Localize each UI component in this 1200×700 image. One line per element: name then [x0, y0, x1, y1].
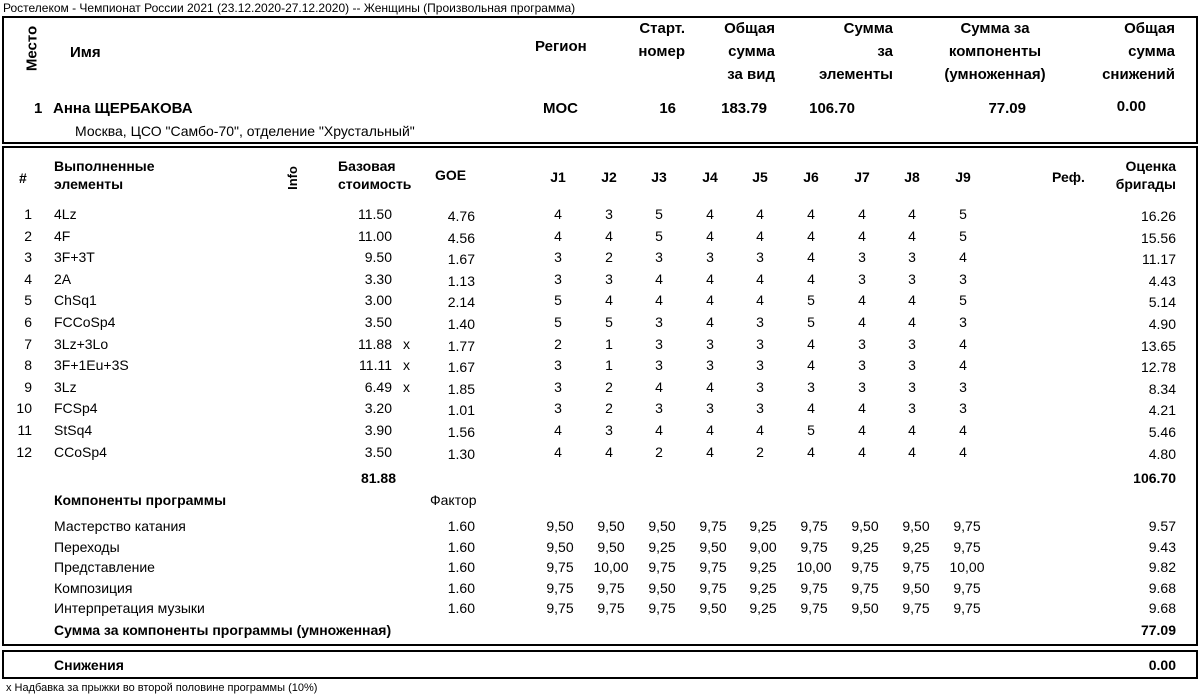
element-base-value: 11.00	[358, 228, 392, 244]
element-panel-score: 11.17	[1142, 251, 1176, 267]
judge-score: 3	[756, 249, 764, 265]
component-judge-score: 9,25	[902, 539, 930, 555]
judge-score: 4	[756, 228, 764, 244]
element-panel-score: 4.43	[1148, 273, 1176, 289]
judge-score: 3	[858, 357, 866, 373]
element-base-value: 3.20	[364, 400, 392, 416]
element-number: 9	[24, 379, 32, 395]
skater-region: МОС	[543, 100, 578, 117]
judge-score: 5	[959, 228, 967, 244]
element-goe: 1.01	[447, 402, 475, 418]
element-number: 12	[16, 444, 32, 460]
components-title: Компоненты программы	[54, 492, 227, 508]
judge-score: 5	[554, 314, 562, 330]
judge-score: 4	[807, 228, 815, 244]
element-base-value: 6.49	[364, 379, 392, 395]
judge-score: 4	[858, 314, 866, 330]
skater-elements-score: 106.70	[809, 100, 855, 117]
skater-start-number: 16	[659, 100, 676, 117]
element-base-value: 11.50	[358, 206, 392, 222]
component-judge-score: 9,75	[648, 559, 676, 575]
element-goe: 2.14	[447, 294, 475, 310]
judge-score: 5	[807, 422, 815, 438]
elements-num-header: #	[19, 170, 27, 186]
element-code: 4F	[54, 228, 71, 244]
judge-score: 5	[807, 314, 815, 330]
judge-score: 3	[655, 336, 663, 352]
component-judge-score: 9,25	[749, 580, 777, 596]
component-judge-score: 10,00	[949, 559, 985, 575]
judge-score: 4	[706, 206, 714, 222]
judge-score: 5	[959, 206, 967, 222]
skater-deductions: 0.00	[1116, 98, 1146, 115]
element-code: CCoSp4	[54, 444, 107, 460]
element-number: 3	[24, 249, 32, 265]
component-factor: 1.60	[447, 580, 475, 596]
judge-score: 3	[858, 336, 866, 352]
judge-score: 4	[807, 206, 815, 222]
element-number: 1	[24, 206, 32, 222]
skater-components-score: 77.09	[988, 100, 1026, 117]
component-score: 9.68	[1148, 600, 1176, 616]
judge-score: 4	[807, 400, 815, 416]
component-judge-score: 9,75	[546, 559, 574, 575]
element-number: 2	[24, 228, 32, 244]
skater-name: Анна ЩЕРБАКОВА	[53, 100, 193, 117]
component-judge-score: 9,75	[851, 559, 879, 575]
judge-score: 4	[655, 292, 663, 308]
element-base-value: 11.88	[358, 336, 392, 352]
judge-score: 3	[959, 400, 967, 416]
judge-header-8: J8	[904, 169, 920, 185]
element-goe: 4.56	[447, 230, 475, 246]
judge-score: 4	[706, 444, 714, 460]
component-judge-score: 9,75	[953, 600, 981, 616]
judge-score: 4	[858, 292, 866, 308]
judge-score: 4	[959, 444, 967, 460]
element-panel-score: 16.26	[1140, 208, 1176, 224]
component-judge-score: 9,75	[953, 518, 981, 534]
judge-score: 3	[655, 357, 663, 373]
element-number: 10	[16, 400, 32, 416]
deductions-label: Снижения	[54, 657, 124, 673]
judge-score: 4	[655, 271, 663, 287]
judge-score: 1	[605, 336, 613, 352]
judge-score: 4	[605, 228, 613, 244]
judge-header-6: J6	[803, 169, 819, 185]
judge-score: 4	[908, 292, 916, 308]
judge-score: 2	[655, 444, 663, 460]
judge-score: 4	[554, 228, 562, 244]
component-judge-score: 9,50	[648, 518, 676, 534]
element-code: 4Lz	[54, 206, 77, 222]
component-score: 9.57	[1148, 518, 1176, 534]
component-judge-score: 9,75	[546, 580, 574, 596]
component-judge-score: 9,50	[648, 580, 676, 596]
judge-score: 1	[605, 357, 613, 373]
element-code: FCSp4	[54, 400, 98, 416]
component-name: Представление	[54, 559, 155, 575]
component-judge-score: 9,75	[800, 600, 828, 616]
judge-score: 4	[554, 444, 562, 460]
judge-score: 4	[756, 422, 764, 438]
judge-header-4: J4	[702, 169, 718, 185]
component-judge-score: 9,75	[699, 580, 727, 596]
component-judge-score: 9,50	[597, 539, 625, 555]
element-base-value: 9.50	[364, 249, 392, 265]
component-factor: 1.60	[447, 559, 475, 575]
judge-score: 3	[706, 249, 714, 265]
component-judge-score: 9,25	[749, 518, 777, 534]
judge-header-5: J5	[752, 169, 768, 185]
component-name: Мастерство катания	[54, 518, 186, 534]
judge-score: 4	[959, 357, 967, 373]
element-base-value: 3.30	[364, 271, 392, 287]
judge-score: 4	[858, 228, 866, 244]
element-code: StSq4	[54, 422, 93, 438]
component-name: Переходы	[54, 539, 120, 555]
components-sum-value: 77.09	[1140, 622, 1176, 638]
judge-score: 3	[554, 271, 562, 287]
judge-score: 3	[605, 422, 613, 438]
component-judge-score: 9,75	[800, 580, 828, 596]
judge-score: 4	[858, 422, 866, 438]
judge-score: 2	[605, 400, 613, 416]
judge-score: 3	[706, 400, 714, 416]
judge-header-9: J9	[955, 169, 971, 185]
judge-score: 4	[655, 379, 663, 395]
judge-score: 3	[554, 357, 562, 373]
component-score: 9.68	[1148, 580, 1176, 596]
judge-score: 4	[605, 292, 613, 308]
skater-place: 1	[34, 100, 43, 117]
element-number: 11	[17, 422, 32, 438]
judge-score: 4	[807, 271, 815, 287]
judge-score: 3	[756, 336, 764, 352]
judge-score: 3	[605, 271, 613, 287]
component-judge-score: 9,50	[546, 518, 574, 534]
component-judge-score: 9,50	[597, 518, 625, 534]
judge-score: 3	[655, 314, 663, 330]
judge-score: 4	[807, 249, 815, 265]
element-goe: 4.76	[447, 208, 475, 224]
component-name: Интерпретация музыки	[54, 600, 205, 616]
judge-score: 2	[756, 444, 764, 460]
element-base-value: 3.00	[364, 292, 392, 308]
skater-club: Москва, ЦСО "Самбо-70", отделение "Хрустальный"	[75, 123, 415, 139]
judge-score: 4	[706, 422, 714, 438]
judge-header-1: J1	[550, 169, 566, 185]
component-judge-score: 9,25	[648, 539, 676, 555]
protocol-caption: Ростелеком - Чемпионат России 2021 (23.12.2020-27.12.2020) -- Женщины (Произвольная программа)	[3, 1, 576, 15]
judge-score: 4	[706, 314, 714, 330]
judge-score: 4	[554, 206, 562, 222]
start-number-header: Старт. номер	[638, 20, 685, 60]
component-judge-score: 9,75	[851, 580, 879, 596]
component-factor: 1.60	[447, 518, 475, 534]
judge-header-7: J7	[854, 169, 870, 185]
element-bonus-mark: x	[403, 379, 410, 395]
element-goe: 1.67	[447, 359, 475, 375]
deductions-header: Общая сумма снижений	[1102, 20, 1175, 83]
element-code: 3F+1Eu+3S	[54, 357, 129, 373]
judge-score: 4	[706, 228, 714, 244]
element-goe: 1.67	[447, 251, 475, 267]
elements-header: Выполненные элементы	[54, 158, 155, 192]
judge-score: 4	[908, 228, 916, 244]
judge-score: 5	[807, 292, 815, 308]
judge-score: 3	[605, 206, 613, 222]
judge-score: 4	[706, 379, 714, 395]
judge-score: 3	[908, 379, 916, 395]
element-goe: 1.77	[447, 338, 475, 354]
component-judge-score: 9,75	[800, 518, 828, 534]
judge-score: 3	[908, 336, 916, 352]
judge-score: 4	[807, 357, 815, 373]
element-goe: 1.85	[447, 381, 475, 397]
component-judge-score: 9,50	[699, 600, 727, 616]
judge-score: 4	[908, 314, 916, 330]
place-header: Место	[23, 25, 41, 72]
element-code: ChSq1	[54, 292, 97, 308]
judge-score: 4	[858, 400, 866, 416]
component-judge-score: 9,50	[851, 518, 879, 534]
element-panel-score: 13.65	[1140, 338, 1176, 354]
element-code: FCCoSp4	[54, 314, 116, 330]
region-header: Регион	[535, 38, 587, 55]
judge-score: 3	[807, 379, 815, 395]
component-score: 9.82	[1148, 559, 1176, 575]
component-judge-score: 9,75	[902, 600, 930, 616]
judge-score: 3	[858, 379, 866, 395]
element-panel-score: 8.34	[1148, 381, 1176, 397]
components-score-header: Сумма за компоненты (умноженная)	[944, 20, 1046, 83]
judge-score: 4	[908, 422, 916, 438]
element-base-value: 3.50	[364, 444, 392, 460]
judge-score: 4	[756, 206, 764, 222]
judge-score: 4	[959, 336, 967, 352]
component-score: 9.43	[1148, 539, 1176, 555]
referee-header: Реф.	[1052, 169, 1085, 185]
component-judge-score: 9,00	[749, 539, 777, 555]
element-panel-score: 4.90	[1148, 316, 1176, 332]
panel-score-total: 106.70	[1133, 470, 1176, 486]
element-bonus-mark: x	[403, 357, 410, 373]
element-number: 6	[24, 314, 32, 330]
component-judge-score: 9,25	[851, 539, 879, 555]
component-judge-score: 9,50	[902, 518, 930, 534]
name-header: Имя	[70, 44, 101, 61]
element-goe: 1.30	[447, 446, 475, 462]
judge-score: 4	[959, 422, 967, 438]
judge-score: 4	[706, 271, 714, 287]
component-judge-score: 9,75	[648, 600, 676, 616]
judge-score: 5	[605, 314, 613, 330]
element-code: 3Lz+3Lo	[54, 336, 109, 352]
judge-score: 4	[756, 271, 764, 287]
component-judge-score: 9,75	[953, 539, 981, 555]
judge-header-2: J2	[601, 169, 617, 185]
judge-score: 3	[756, 314, 764, 330]
judge-score: 3	[756, 400, 764, 416]
judge-score: 3	[655, 249, 663, 265]
components-sum-label: Сумма за компоненты программы (умноженная)	[54, 622, 392, 638]
component-judge-score: 9,75	[953, 580, 981, 596]
component-name: Композиция	[54, 580, 133, 596]
judge-score: 4	[706, 292, 714, 308]
component-factor: 1.60	[447, 600, 475, 616]
component-judge-score: 9,75	[902, 559, 930, 575]
component-judge-score: 9,75	[699, 559, 727, 575]
info-header: Info	[285, 166, 300, 190]
element-base-value: 3.50	[364, 314, 392, 330]
judge-score: 3	[908, 357, 916, 373]
judge-score: 3	[554, 400, 562, 416]
element-base-value: 3.90	[364, 422, 392, 438]
judge-score: 2	[605, 249, 613, 265]
element-code: 3F+3T	[54, 249, 95, 265]
component-judge-score: 9,50	[699, 539, 727, 555]
factor-header: Фактор	[430, 492, 477, 508]
element-panel-score: 15.56	[1140, 230, 1176, 246]
judge-score: 5	[655, 206, 663, 222]
judge-score: 3	[554, 249, 562, 265]
judge-score: 4	[554, 422, 562, 438]
deductions-box	[2, 650, 1198, 679]
element-panel-score: 5.46	[1148, 424, 1176, 440]
judge-score: 4	[807, 336, 815, 352]
element-number: 8	[24, 357, 32, 373]
component-judge-score: 10,00	[796, 559, 832, 575]
element-panel-score: 4.21	[1148, 402, 1176, 418]
base-value-header: Базовая стоимость	[338, 158, 412, 192]
judge-score: 3	[858, 249, 866, 265]
goe-header: GOE	[435, 167, 467, 183]
component-judge-score: 10,00	[593, 559, 629, 575]
element-base-value: 11.11	[359, 357, 392, 373]
element-code: 2A	[54, 271, 72, 287]
element-code: 3Lz	[54, 379, 77, 395]
total-score-header: Общая сумма за вид	[724, 20, 775, 83]
judge-score: 5	[655, 228, 663, 244]
element-goe: 1.13	[447, 273, 475, 289]
component-judge-score: 9,50	[546, 539, 574, 555]
element-number: 5	[24, 292, 32, 308]
deductions-value: 0.00	[1148, 657, 1176, 673]
judge-score: 4	[959, 249, 967, 265]
element-number: 7	[24, 336, 32, 352]
judge-score: 3	[706, 336, 714, 352]
judge-score: 4	[756, 292, 764, 308]
judge-score: 3	[554, 379, 562, 395]
component-judge-score: 9,75	[546, 600, 574, 616]
component-judge-score: 9,50	[902, 580, 930, 596]
judge-score: 3	[858, 271, 866, 287]
judge-score: 5	[959, 292, 967, 308]
judge-score: 3	[756, 379, 764, 395]
judge-score: 3	[908, 249, 916, 265]
component-judge-score: 9,75	[800, 539, 828, 555]
panel-score-header: Оценка бригады	[1115, 158, 1176, 192]
judge-score: 4	[908, 206, 916, 222]
component-judge-score: 9,25	[749, 600, 777, 616]
element-goe: 1.56	[447, 424, 475, 440]
base-value-total: 81.88	[360, 470, 396, 486]
element-panel-score: 4.80	[1148, 446, 1176, 462]
component-judge-score: 9,75	[597, 600, 625, 616]
component-judge-score: 9,75	[597, 580, 625, 596]
judge-score: 3	[959, 271, 967, 287]
element-number: 4	[24, 271, 32, 287]
judge-header-3: J3	[651, 169, 667, 185]
elements-score-header: Сумма за элементы	[818, 20, 893, 83]
judge-score: 4	[908, 444, 916, 460]
judge-score: 4	[858, 444, 866, 460]
component-factor: 1.60	[447, 539, 475, 555]
component-judge-score: 9,75	[699, 518, 727, 534]
judge-score: 4	[807, 444, 815, 460]
component-judge-score: 9,25	[749, 559, 777, 575]
footnote: x Надбавка за прыжки во второй половине программы (10%)	[6, 682, 318, 694]
judge-score: 4	[655, 422, 663, 438]
element-goe: 1.40	[447, 316, 475, 332]
judge-score: 3	[706, 357, 714, 373]
judge-score: 2	[554, 336, 562, 352]
skater-total-score: 183.79	[721, 100, 767, 117]
judge-score: 3	[908, 400, 916, 416]
judge-score: 5	[554, 292, 562, 308]
judge-score: 3	[959, 314, 967, 330]
judge-score: 3	[908, 271, 916, 287]
judge-score: 2	[605, 379, 613, 395]
judge-score: 3	[655, 400, 663, 416]
element-bonus-mark: x	[403, 336, 410, 352]
element-panel-score: 5.14	[1148, 294, 1176, 310]
element-panel-score: 12.78	[1140, 359, 1176, 375]
component-judge-score: 9,50	[851, 600, 879, 616]
judge-score: 4	[605, 444, 613, 460]
judge-score: 3	[959, 379, 967, 395]
judge-score: 3	[756, 357, 764, 373]
judge-score: 4	[858, 206, 866, 222]
